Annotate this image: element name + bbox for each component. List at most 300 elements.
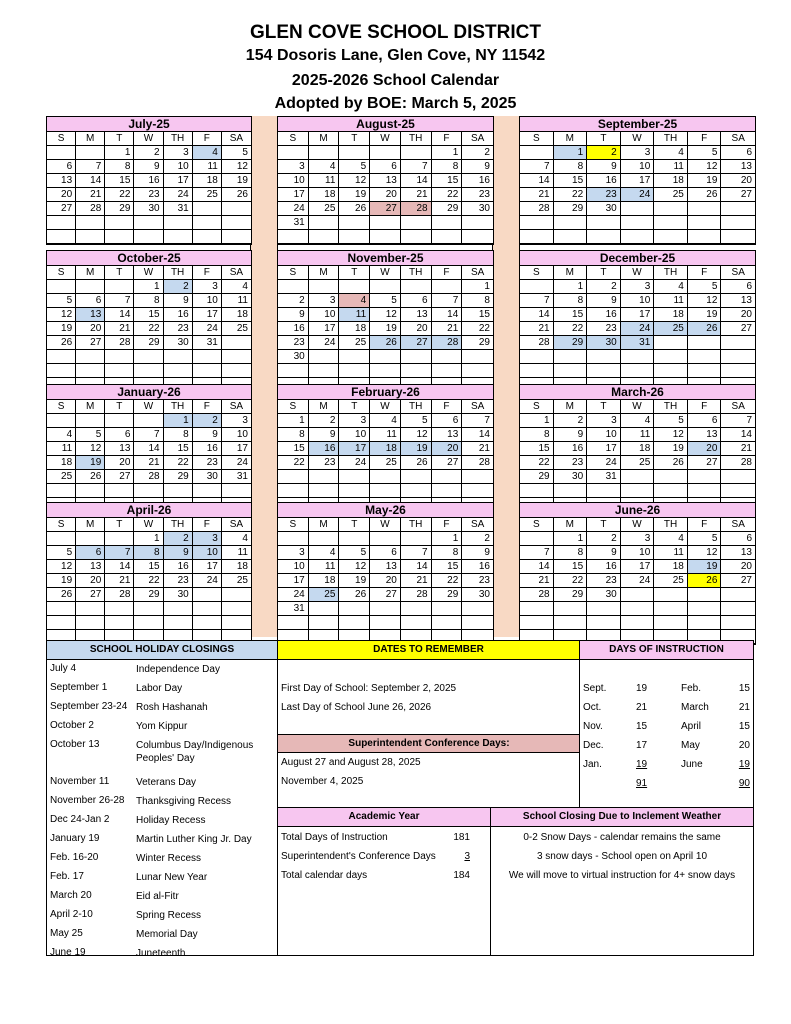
empty-cell	[587, 350, 621, 364]
empty-cell	[105, 216, 134, 230]
instruction-month: June	[681, 759, 703, 770]
academic-year-panel	[277, 807, 491, 956]
day-cell: 19	[688, 560, 722, 574]
day-cell: 13	[721, 160, 755, 174]
day-cell: 1	[134, 532, 163, 546]
weekday-header: SA	[721, 132, 755, 146]
empty-cell	[339, 364, 370, 378]
day-cell: 18	[309, 188, 340, 202]
day-cell: 26	[222, 188, 251, 202]
empty-cell	[654, 364, 688, 378]
empty-cell	[654, 602, 688, 616]
day-cell: 8	[164, 428, 193, 442]
day-cell: 25	[193, 188, 222, 202]
empty-cell	[721, 484, 755, 498]
month-title: July-25	[47, 117, 251, 132]
day-cell: 30	[193, 470, 222, 484]
day-cell: 28	[520, 202, 554, 216]
day-cell: 3	[164, 146, 193, 160]
day-cell: 20	[370, 188, 401, 202]
day-cell: 23	[134, 188, 163, 202]
empty-cell	[164, 602, 193, 616]
empty-cell	[721, 336, 755, 350]
day-cell: 12	[688, 160, 722, 174]
empty-cell	[76, 616, 105, 630]
day-cell: 5	[688, 280, 722, 294]
weekday-header: TH	[164, 518, 193, 532]
empty-cell	[688, 616, 722, 630]
empty-cell	[462, 470, 493, 484]
holiday-name: Rosh Hashanah	[136, 702, 208, 713]
empty-cell	[339, 230, 370, 244]
weekday-header: T	[105, 132, 134, 146]
day-cell: 30	[587, 336, 621, 350]
day-cell: 25	[222, 322, 251, 336]
holiday-date: Feb. 16-20	[50, 852, 99, 863]
day-cell: 13	[370, 174, 401, 188]
day-cell: 14	[520, 308, 554, 322]
weekday-header: W	[621, 400, 655, 414]
day-cell: 10	[621, 160, 655, 174]
day-cell: 27	[721, 322, 755, 336]
day-cell: 19	[339, 188, 370, 202]
weekday-header: M	[76, 400, 105, 414]
month-title: November-25	[278, 251, 493, 266]
day-cell: 26	[401, 456, 432, 470]
empty-cell	[193, 216, 222, 230]
instruction-month: May	[681, 740, 700, 751]
adopted-date: Adopted by BOE: March 5, 2025	[274, 95, 517, 112]
empty-cell	[193, 202, 222, 216]
empty-cell	[134, 364, 163, 378]
empty-cell	[193, 350, 222, 364]
day-cell: 15	[134, 560, 163, 574]
weekday-header: M	[76, 266, 105, 280]
inclement-weather-title: School Closing Due to Inclement Weather	[491, 808, 753, 827]
academic-year-title: Academic Year	[278, 808, 490, 827]
empty-cell	[47, 216, 76, 230]
day-cell: 25	[621, 456, 655, 470]
empty-cell	[401, 616, 432, 630]
empty-cell	[721, 350, 755, 364]
day-cell: 14	[105, 308, 134, 322]
empty-cell	[164, 216, 193, 230]
day-cell: 2	[587, 280, 621, 294]
day-cell: 1	[134, 280, 163, 294]
day-cell: 9	[462, 160, 493, 174]
day-cell: 10	[193, 546, 222, 560]
day-cell: 4	[339, 294, 370, 308]
empty-cell	[721, 588, 755, 602]
day-cell: 19	[654, 442, 688, 456]
empty-cell	[76, 216, 105, 230]
day-cell: 21	[520, 322, 554, 336]
empty-cell	[432, 216, 463, 230]
day-cell: 9	[193, 428, 222, 442]
day-cell: 9	[587, 546, 621, 560]
day-cell: 7	[401, 160, 432, 174]
academic-label: Superintendent's Conference Days	[281, 851, 436, 862]
day-cell: 17	[278, 574, 309, 588]
day-cell: 19	[76, 456, 105, 470]
empty-cell	[76, 146, 105, 160]
empty-cell	[47, 532, 76, 546]
day-cell: 23	[164, 322, 193, 336]
instruction-days: 19	[636, 683, 648, 694]
empty-cell	[134, 414, 163, 428]
day-cell: 26	[339, 588, 370, 602]
empty-cell	[688, 588, 722, 602]
day-cell: 10	[222, 428, 251, 442]
weekday-header: W	[370, 266, 401, 280]
day-cell: 6	[105, 428, 134, 442]
weekday-header: T	[339, 400, 370, 414]
month-january-26	[46, 384, 252, 513]
day-cell: 31	[621, 336, 655, 350]
district-address: 154 Dosoris Lane, Glen Cove, NY 11542	[245, 47, 546, 64]
month-july-25	[46, 116, 252, 245]
day-cell: 8	[278, 428, 309, 442]
day-cell: 13	[47, 174, 76, 188]
day-cell: 18	[47, 456, 76, 470]
empty-cell	[76, 484, 105, 498]
empty-cell	[401, 532, 432, 546]
weekday-header: T	[105, 266, 134, 280]
month-title: October-25	[47, 251, 251, 266]
day-cell: 16	[309, 442, 340, 456]
day-cell: 1	[432, 532, 463, 546]
day-cell: 2	[278, 294, 309, 308]
day-cell: 27	[76, 336, 105, 350]
day-cell: 22	[554, 188, 588, 202]
weekday-header: TH	[164, 132, 193, 146]
empty-cell	[309, 280, 340, 294]
empty-cell	[222, 484, 251, 498]
weekday-header: S	[47, 518, 76, 532]
holiday-date: June 19	[50, 947, 86, 958]
day-cell: 18	[339, 322, 370, 336]
month-title: January-26	[47, 385, 251, 400]
weekday-header: SA	[462, 132, 493, 146]
holiday-closings-panel	[46, 640, 278, 959]
empty-cell	[222, 230, 251, 244]
day-cell: 7	[105, 294, 134, 308]
empty-cell	[587, 230, 621, 244]
empty-cell	[621, 602, 655, 616]
day-cell: 15	[520, 442, 554, 456]
day-cell: 24	[587, 456, 621, 470]
day-cell: 1	[432, 146, 463, 160]
empty-cell	[721, 470, 755, 484]
weekday-header: S	[47, 266, 76, 280]
day-cell: 20	[401, 322, 432, 336]
day-cell: 19	[688, 174, 722, 188]
day-cell: 22	[134, 574, 163, 588]
day-cell: 13	[105, 442, 134, 456]
weekday-header: F	[688, 400, 722, 414]
day-cell: 14	[721, 428, 755, 442]
weekday-header: M	[309, 400, 340, 414]
day-cell: 12	[654, 428, 688, 442]
day-cell: 12	[688, 294, 722, 308]
empty-cell	[401, 280, 432, 294]
empty-cell	[520, 146, 554, 160]
day-cell: 3	[193, 280, 222, 294]
empty-cell	[105, 364, 134, 378]
day-cell: 21	[520, 574, 554, 588]
empty-cell	[222, 350, 251, 364]
month-november-25	[277, 250, 494, 393]
month-title: September-25	[520, 117, 755, 132]
empty-cell	[462, 616, 493, 630]
instruction-days: 19	[636, 759, 648, 770]
empty-cell	[309, 350, 340, 364]
day-cell: 29	[134, 336, 163, 350]
day-cell: 4	[621, 414, 655, 428]
month-title: December-25	[520, 251, 755, 266]
day-cell: 15	[278, 442, 309, 456]
day-cell: 24	[222, 456, 251, 470]
day-cell: 5	[688, 146, 722, 160]
day-cell: 4	[193, 146, 222, 160]
empty-cell	[401, 350, 432, 364]
day-cell: 14	[105, 560, 134, 574]
day-cell: 26	[370, 336, 401, 350]
day-cell: 27	[370, 202, 401, 216]
empty-cell	[554, 602, 588, 616]
empty-cell	[134, 484, 163, 498]
instruction-total-left: 91	[636, 778, 648, 789]
month-days	[47, 400, 251, 512]
weekday-header: M	[554, 400, 588, 414]
weekday-header: SA	[222, 266, 251, 280]
empty-cell	[105, 532, 134, 546]
day-cell: 12	[370, 308, 401, 322]
weekday-header: SA	[462, 518, 493, 532]
empty-cell	[688, 484, 722, 498]
holiday-name: Holiday Recess	[136, 815, 206, 826]
holiday-name: Memorial Day	[136, 929, 198, 940]
conference-days-2: November 4, 2025	[281, 776, 364, 787]
month-days	[520, 518, 755, 644]
month-september-25	[519, 116, 756, 245]
day-cell: 20	[76, 574, 105, 588]
day-cell: 1	[105, 146, 134, 160]
holiday-name: Spring Recess	[136, 910, 202, 921]
weekday-header: F	[688, 518, 722, 532]
day-cell: 23	[164, 574, 193, 588]
day-cell: 12	[76, 442, 105, 456]
empty-cell	[309, 484, 340, 498]
empty-cell	[432, 230, 463, 244]
instruction-month: Oct.	[583, 702, 602, 713]
day-cell: 17	[587, 442, 621, 456]
weekday-header: SA	[222, 400, 251, 414]
day-cell: 12	[47, 560, 76, 574]
day-cell: 31	[164, 202, 193, 216]
holiday-name: Veterans Day	[136, 777, 197, 788]
day-cell: 4	[654, 280, 688, 294]
day-cell: 21	[721, 442, 755, 456]
weekday-header: SA	[721, 400, 755, 414]
empty-cell	[47, 414, 76, 428]
day-cell: 19	[688, 308, 722, 322]
day-cell: 24	[278, 588, 309, 602]
empty-cell	[462, 602, 493, 616]
day-cell: 8	[520, 428, 554, 442]
day-cell: 2	[193, 414, 222, 428]
empty-cell	[621, 350, 655, 364]
day-cell: 7	[520, 294, 554, 308]
day-cell: 18	[222, 560, 251, 574]
empty-cell	[587, 602, 621, 616]
weekday-header: M	[76, 132, 105, 146]
day-cell: 17	[309, 322, 340, 336]
empty-cell	[654, 588, 688, 602]
empty-cell	[193, 616, 222, 630]
day-cell: 4	[654, 146, 688, 160]
day-cell: 1	[462, 280, 493, 294]
month-title: April-26	[47, 503, 251, 518]
day-cell: 6	[370, 546, 401, 560]
day-cell: 6	[76, 546, 105, 560]
instruction-days: 15	[738, 721, 750, 732]
day-cell: 29	[520, 470, 554, 484]
empty-cell	[370, 280, 401, 294]
day-cell: 29	[554, 202, 588, 216]
holiday-date: May 25	[50, 928, 83, 939]
empty-cell	[721, 602, 755, 616]
day-cell: 21	[76, 188, 105, 202]
day-cell: 7	[721, 414, 755, 428]
weekday-header: W	[370, 400, 401, 414]
empty-cell	[654, 336, 688, 350]
empty-cell	[520, 280, 554, 294]
empty-cell	[105, 602, 134, 616]
day-cell: 8	[554, 546, 588, 560]
last-day-text: Last Day of School June 26, 2026	[281, 702, 432, 713]
empty-cell	[339, 470, 370, 484]
empty-cell	[654, 202, 688, 216]
instruction-month: Sept.	[583, 683, 607, 694]
day-cell: 11	[621, 428, 655, 442]
day-cell: 2	[554, 414, 588, 428]
empty-cell	[462, 230, 493, 244]
weekday-header: SA	[721, 518, 755, 532]
instruction-month: Jan.	[583, 759, 602, 770]
day-cell: 22	[134, 322, 163, 336]
day-cell: 24	[278, 202, 309, 216]
empty-cell	[520, 230, 554, 244]
empty-cell	[654, 470, 688, 484]
weekday-header: T	[587, 132, 621, 146]
day-cell: 26	[688, 322, 722, 336]
day-cell: 9	[554, 428, 588, 442]
day-cell: 5	[47, 294, 76, 308]
empty-cell	[520, 602, 554, 616]
weekday-header: T	[587, 400, 621, 414]
empty-cell	[278, 484, 309, 498]
column-separator-1	[250, 116, 278, 637]
conference-days-1: August 27 and August 28, 2025	[281, 757, 421, 768]
day-cell: 18	[193, 174, 222, 188]
empty-cell	[401, 230, 432, 244]
day-cell: 9	[587, 294, 621, 308]
day-cell: 22	[432, 188, 463, 202]
holiday-closings-title: SCHOOL HOLIDAY CLOSINGS	[47, 641, 277, 660]
day-cell: 9	[164, 294, 193, 308]
day-cell: 19	[222, 174, 251, 188]
day-cell: 17	[278, 188, 309, 202]
day-cell: 28	[520, 336, 554, 350]
day-cell: 10	[309, 308, 340, 322]
holiday-name: Winter Recess	[136, 853, 202, 864]
day-cell: 16	[278, 322, 309, 336]
empty-cell	[587, 216, 621, 230]
weather-line: 0-2 Snow Days - calendar remains the same	[523, 832, 721, 843]
holiday-name: Juneteenth	[136, 948, 186, 959]
day-cell: 21	[105, 322, 134, 336]
day-cell: 29	[432, 202, 463, 216]
day-cell: 9	[462, 546, 493, 560]
empty-cell	[105, 350, 134, 364]
empty-cell	[134, 602, 163, 616]
day-cell: 8	[554, 160, 588, 174]
empty-cell	[105, 414, 134, 428]
month-title: March-26	[520, 385, 755, 400]
empty-cell	[621, 588, 655, 602]
day-cell: 27	[76, 588, 105, 602]
day-cell: 7	[520, 160, 554, 174]
weekday-header: F	[688, 266, 722, 280]
weekday-header: M	[554, 518, 588, 532]
day-cell: 5	[47, 546, 76, 560]
empty-cell	[621, 470, 655, 484]
day-cell: 7	[76, 160, 105, 174]
day-cell: 10	[193, 294, 222, 308]
day-cell: 26	[654, 456, 688, 470]
empty-cell	[721, 230, 755, 244]
empty-cell	[278, 280, 309, 294]
day-cell: 23	[587, 574, 621, 588]
day-cell: 3	[587, 414, 621, 428]
month-april-26	[46, 502, 252, 645]
empty-cell	[339, 280, 370, 294]
day-cell: 18	[654, 308, 688, 322]
month-days	[520, 266, 755, 392]
day-cell: 13	[688, 428, 722, 442]
empty-cell	[370, 616, 401, 630]
day-cell: 6	[688, 414, 722, 428]
day-cell: 29	[554, 588, 588, 602]
empty-cell	[688, 602, 722, 616]
empty-cell	[278, 364, 309, 378]
day-cell: 12	[222, 160, 251, 174]
day-cell: 7	[520, 546, 554, 560]
empty-cell	[309, 364, 340, 378]
empty-cell	[554, 216, 588, 230]
holiday-name: Martin Luther King Jr. Day	[136, 834, 252, 845]
empty-cell	[309, 470, 340, 484]
day-cell: 23	[278, 336, 309, 350]
empty-cell	[278, 230, 309, 244]
empty-cell	[370, 230, 401, 244]
day-cell: 9	[164, 546, 193, 560]
weekday-header: S	[47, 400, 76, 414]
day-cell: 15	[462, 308, 493, 322]
empty-cell	[339, 532, 370, 546]
holiday-date: November 26-28	[50, 795, 125, 806]
